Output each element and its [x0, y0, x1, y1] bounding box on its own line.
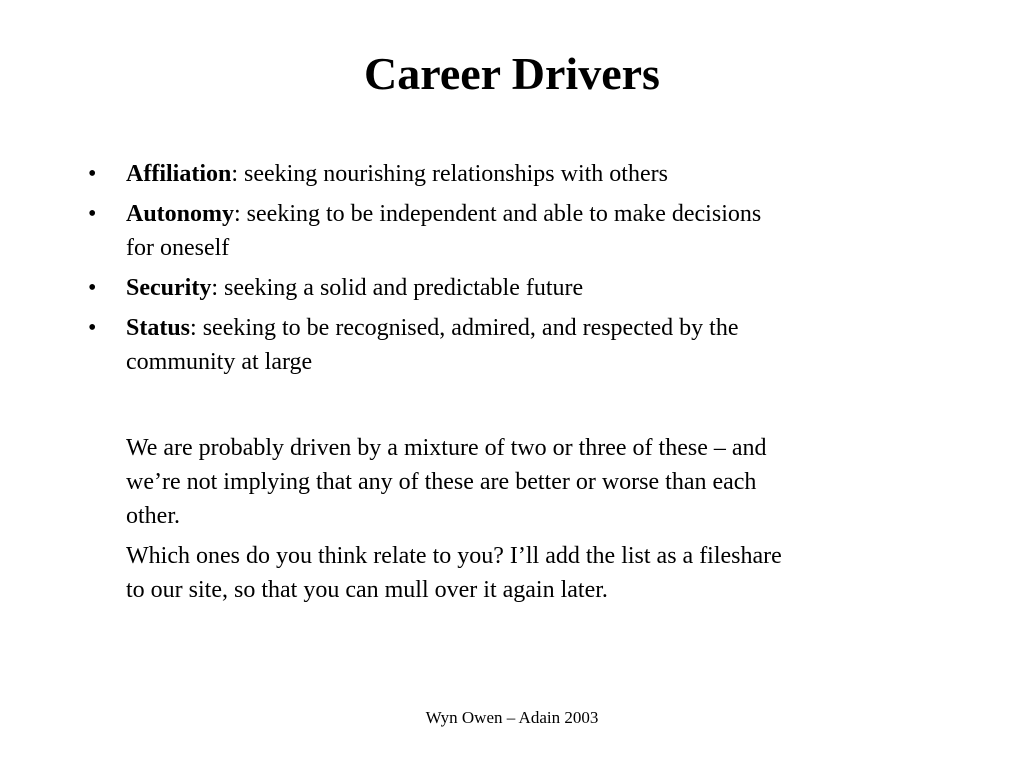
- list-item-affiliation: [88, 157, 788, 191]
- bullet-icon: •: [88, 161, 97, 187]
- driver-description: : seeking a solid and predictable future: [211, 275, 584, 301]
- paragraph-mixture: We are probably driven by a mixture of two or three of these – and we’re not implying that any of these are better or worse than each other.: [126, 435, 767, 529]
- bullet-icon: •: [88, 275, 97, 301]
- driver-term: Status: [126, 315, 191, 341]
- notes-paragraphs: [126, 431, 796, 613]
- list-item-autonomy: [88, 197, 788, 265]
- slide-footer: Wyn Owen – Adain 2003: [425, 708, 599, 727]
- bullet-icon: •: [88, 315, 97, 341]
- driver-description: : seeking to be recognised, admired, and respected by the community at large: [126, 315, 739, 375]
- career-drivers-list: [88, 157, 788, 385]
- slide-title: Career Drivers: [364, 48, 660, 99]
- list-item-status: [88, 311, 788, 379]
- driver-description: : seeking to be independent and able to make decisions for oneself: [126, 201, 762, 261]
- driver-description: : seeking nourishing relationships with others: [231, 161, 668, 187]
- driver-term: Autonomy: [126, 201, 235, 227]
- paragraph-question: Which ones do you think relate to you? I’ll add the list as a fileshare to our site, so that you can mull over it again later.: [126, 543, 782, 603]
- driver-term: Security: [126, 275, 212, 301]
- bullet-icon: •: [88, 201, 97, 227]
- list-item-security: [88, 271, 788, 305]
- driver-term: Affiliation: [126, 161, 232, 187]
